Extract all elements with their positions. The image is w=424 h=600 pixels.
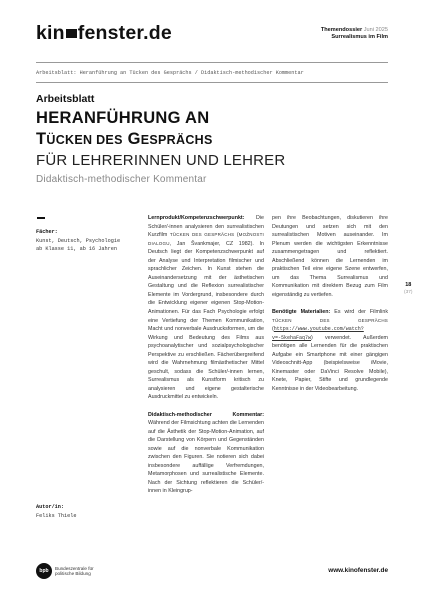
dossier-title: Surrealismus im Film (331, 34, 388, 41)
worksheet-kicker: Arbeitsblatt (36, 93, 95, 105)
logo-square-icon (66, 29, 77, 38)
dossier-label: Themendossier (320, 27, 363, 33)
bpb-name: Bundeszentrale für politische Bildung (55, 566, 94, 577)
author-value: Feliks Thiele (36, 512, 77, 519)
subjects-label: Fächer: (36, 229, 58, 235)
section-dash (37, 217, 45, 219)
breadcrumb: Arbeitsblatt: Heranführung an Tücken des Gesprächs / Didaktisch-methodischer Kommentar (36, 70, 304, 76)
subtitle: Didaktisch-methodischer Kommentar (36, 174, 207, 185)
author-label: Autor/in: (36, 504, 65, 510)
competence-paragraph: Lernprodukt/Kompetenzschwerpunkt: Die Schüler/-innen analysieren den surrealistischen Kurzfilm TÜCKEN DES GESPRÄCHS (MOŽNOSTI DIALOGU, Jan Švankmajer, CZ 1982). In Deutsch liegt der Kompetenzschwerpunkt auf der Analyse und Interpretation filmischer und sprachlicher Zeichen. In Kunst stehen die Auseinandersetzung mit der ästhetischen Gestaltung und die Reflexion surrealistischer Elemente im Vordergrund, insbesondere durch die Entwicklung eigener eigenen Stop-Motion-Animationen. Für das Fach Psychologie erfolgt eine Vertiefung der Themen Kommunikation, Macht und nonverbale Ausdrucksformen, um die Wirkung und Bedeutung des Films aus psychoanalytischer und sozialpsychologischer Perspektive zu erschließen. Fächerübergreifend wird die Wahrnehmung filmästhetischer Mittel geschult, sodass die Schüler/-innen lernen, Surrealismus als Kunstform kritisch zu analysieren und eigene gestalterische Ausdruckmittel zu entwickeln. (148, 215, 264, 401)
subjects-value: Kunst, Deutsch, Psychologie (36, 237, 121, 244)
page-number: 18 (37) (404, 282, 413, 295)
continuation-paragraph: pen ihre Beobachtungen, diskutieren ihre Deutungen und setzen sich mit den surrealistischen Motiven auseinander. Im Plenum werden die wichtigsten Erkenntnisse zusammengetragen und reflektiert. Abschließend können die Lernenden im praktischen Teil eine eigene Szene entwerfen, um das Thema Surrealismus und Kommunikation mit direktem Bezug zum Film eigenständig zu vertiefen. (272, 215, 388, 298)
didactic-paragraph: Didaktisch-methodischer Kommentar: Während der Filmsichtung achten die Lernenden auf die Ästhetik der Stop-Motion-Animation, auf die Darstellung von Körpern und Gegenständen sowie auf die nonverbale Kommunikation zwischen den Figuren. Sie notieren sich dabei insbesondere auffällige Verfremdungen, Metamorphosen und surrealistische Elemente. Nach der Sichtung reflektieren die Schüler/-innen in Kleingrup- (148, 411, 264, 495)
header-divider (36, 62, 388, 63)
kinofenster-logo[interactable]: kin fenster.de (36, 22, 172, 44)
film-link[interactable]: https://www.youtube.com/watch?v=-5kehaFaq7w (272, 326, 364, 341)
title-line-1: HERANFÜHRUNG AN (36, 109, 210, 127)
title-line-3: FÜR LEHRERINNEN UND LEHRER (36, 152, 286, 169)
text-column-1 (148, 214, 264, 505)
dossier-date: Juni 2025 (363, 27, 388, 33)
website-link[interactable]: www.kinofenster.de (328, 567, 388, 574)
breadcrumb-divider (36, 82, 388, 83)
bpb-logo-icon[interactable]: bpb (36, 563, 52, 579)
materials-paragraph: Benötigte Materialien: Es wird der Filmlink TÜCKEN DES GESPRÄCHS (https://www.youtube.com/watch?v=-5kehaFaq7w) verwendet. Außerdem benötigen alle Lernenden für die praktischen Aufgabe ein Smartphone mit einer gängigen Videoschnitt-App (beispielsweise iMovie, Kinemaster oder DaVinci Resolve Mobile), Knete, Papier, Stifte und grundlegende Kenntnisse in der Videobearbeitung. (272, 308, 388, 392)
author-info (36, 503, 136, 520)
subject-info (36, 228, 136, 254)
title-line-2: TÜCKEN DES GESPRÄCHS (36, 130, 213, 148)
text-column-2 (272, 214, 388, 402)
grade-value: ab Klasse 11, ab 16 Jahren (36, 246, 117, 253)
dossier-info (321, 27, 388, 41)
